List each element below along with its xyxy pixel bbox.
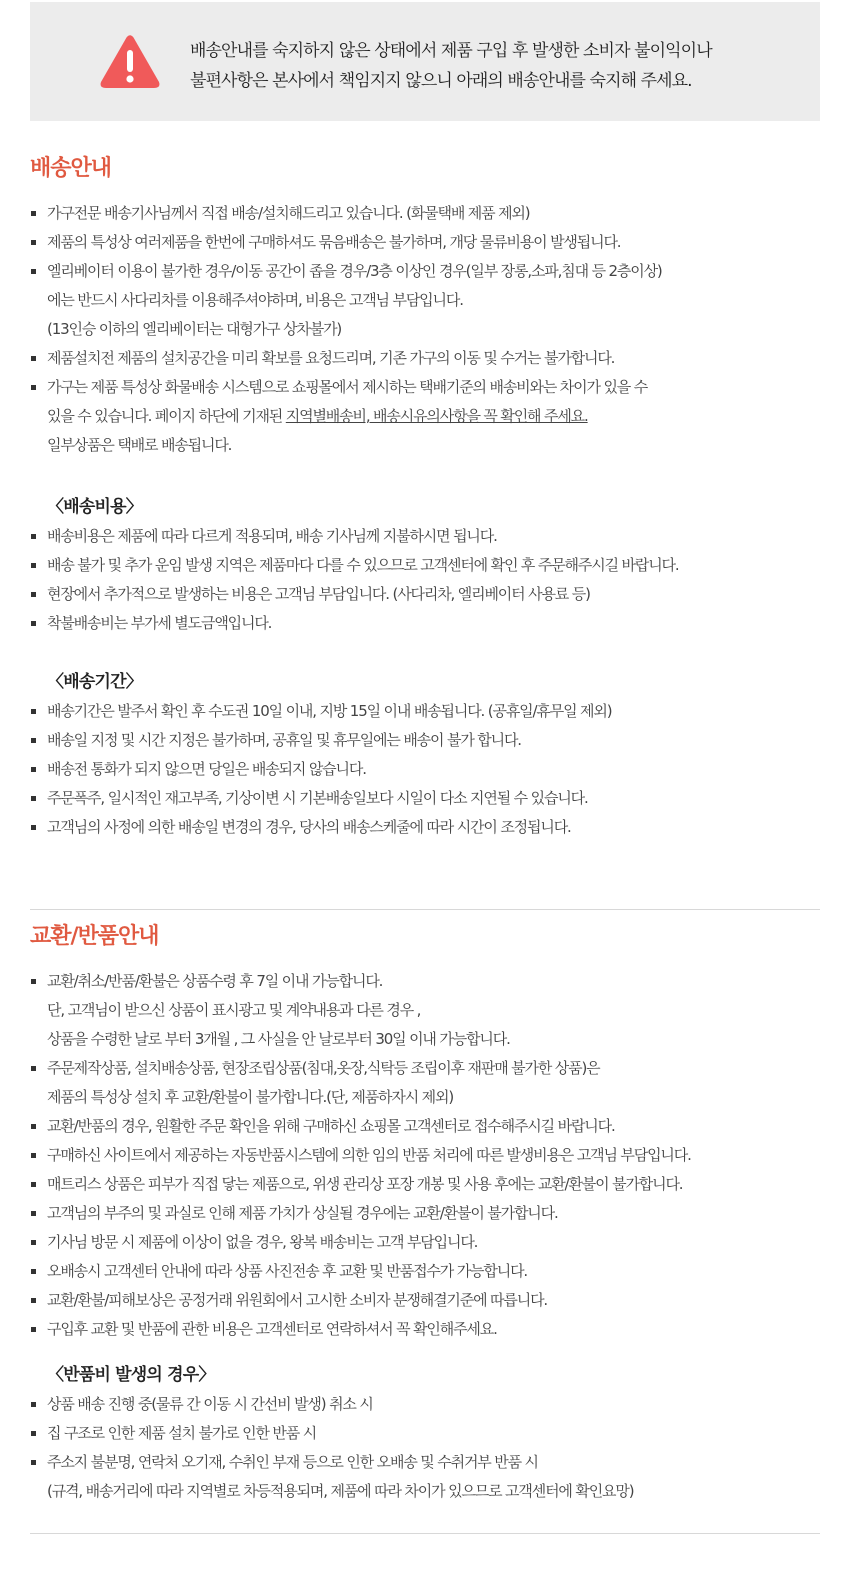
list-item-text: 매트리스 상품은 피부가 직접 닿는 제품으로, 위생 관리상 포장 개봉 및 사용 후에는 교환/환불이 불가합니다.: [47, 1175, 683, 1193]
list-item: 주문폭주, 일시적인 재고부족, 기상이변 시 기본배송일보다 시일이 다소 지연될 수 있습니다.: [30, 784, 830, 813]
notice-line: 배송안내를 숙지하지 않은 상태에서 제품 구입 후 발생한 소비자 불이익이나: [190, 41, 712, 61]
list-item: 현장에서 추가적으로 발생하는 비용은 고객님 부담입니다. (사다리차, 엘리베이터 사용료 등): [30, 580, 830, 609]
list-item-text: 가구전문 배송기사님께서 직접 배송/설치해드리고 있습니다. (화물택배 제품 제외): [47, 204, 530, 222]
section-divider: [30, 1533, 820, 1534]
list-item: [30, 967, 830, 1054]
list-item: [30, 1170, 830, 1199]
list-item-text: 상품 배송 진행 중(물류 간 이동 시 간선비 발생) 취소 시: [47, 1395, 373, 1413]
sub-title-shipping-cost: 〈배송비용〉: [47, 497, 142, 517]
list-item: [30, 1315, 830, 1344]
return-fee-block: [30, 1360, 830, 1506]
list-item: [30, 1054, 830, 1112]
list-item-text: 가구는 제품 특성상 화물배송 시스템으로 쇼핑몰에서 제시하는 택배기준의 배송비와는 차이가 있을 수: [47, 378, 648, 396]
list-item-text: 주소지 불분명, 연락처 오기재, 수취인 부재 등으로 인한 오배송 및 수취거부 반품 시: [47, 1453, 538, 1471]
section-title-exchange: 교환/반품안내: [30, 924, 159, 949]
list-item-text: 상품을 수령한 날로 부터 3개월 , 그 사실을 안 날로부터 30일 이내 가능합니다.: [47, 1030, 510, 1048]
list-item: [30, 199, 830, 228]
sub-title-return-fee: 〈반품비 발생의 경우〉: [47, 1365, 215, 1385]
shipping-period-list: [30, 697, 830, 842]
return-fee-list: [30, 1390, 830, 1506]
notice-line: 불편사항은 본사에서 책임지지 않으니 아래의 배송안내를 숙지해 주세요.: [190, 71, 692, 91]
list-item: [30, 1199, 830, 1228]
list-item-text: 일부상품은 택배로 배송됩니다.: [47, 436, 232, 454]
list-item: [30, 1390, 830, 1419]
list-item: [30, 1257, 830, 1286]
list-item: 착불배송비는 부가세 별도금액입니다.: [30, 609, 830, 638]
sub-title-shipping-period: 〈배송기간〉: [47, 672, 142, 692]
list-item-text: 기사님 방문 시 제품에 이상이 없을 경우, 왕복 배송비는 고객 부담입니다.: [47, 1233, 478, 1251]
list-item: [30, 344, 830, 373]
shipping-list-block: [30, 199, 830, 460]
list-item-text: 집 구조로 인한 제품 설치 불가로 인한 반품 시: [47, 1424, 317, 1442]
list-item: [30, 1286, 830, 1315]
list-item-text: 단, 고객님이 받으신 상품이 표시광고 및 계약내용과 다른 경우 ,: [47, 1001, 421, 1019]
list-item: [30, 1448, 830, 1506]
section-title-shipping: 배송안내: [30, 156, 112, 181]
list-item-text: 주문제작상품, 설치배송상품, 현장조립상품(침대,옷장,식탁등 조립이후 재판매 불가한 상품)은: [47, 1059, 600, 1077]
list-item: [30, 1419, 830, 1448]
list-item-text: 구입후 교환 및 반품에 관한 비용은 고객센터로 연락하셔서 꼭 확인해주세요.: [47, 1320, 497, 1338]
list-item-text: 고객님의 부주의 및 과실로 인해 제품 가치가 상실될 경우에는 교환/환불이 불가합니다.: [47, 1204, 558, 1222]
list-item-text: 엘리베이터 이용이 불가한 경우/이동 공간이 좁을 경우/3층 이상인 경우(일부 장롱,소파,침대 등 2층이상): [47, 262, 662, 280]
list-item: [30, 373, 830, 460]
list-item-text: 제품의 특성상 여러제품을 한번에 구매하셔도 묶음배송은 불가하며, 개당 물류비용이 발생됩니다.: [47, 233, 621, 251]
list-item-text: 있을 수 있습니다. 페이지 하단에 기재된: [47, 407, 286, 425]
list-item-text: 제품설치전 제품의 설치공간을 미리 확보를 요청드리며, 기존 가구의 이동 및 수거는 불가합니다.: [47, 349, 615, 367]
list-item-text: 에는 반드시 사다리차를 이용해주셔야하며, 비용은 고객님 부담입니다.: [47, 291, 463, 309]
list-item: [30, 228, 830, 257]
list-item: [30, 1112, 830, 1141]
notice-text: [190, 36, 830, 96]
section-divider: [30, 909, 820, 910]
list-item-text: 교환/취소/반품/환불은 상품수령 후 7일 이내 가능합니다.: [47, 972, 383, 990]
list-item: [30, 1141, 830, 1170]
warning-triangle-icon: [99, 34, 161, 90]
exchange-list: [30, 967, 830, 1344]
list-item: 배송기간은 발주서 확인 후 수도권 10일 이내, 지방 15일 이내 배송됩니다. (공휴일/휴무일 제외): [30, 697, 830, 726]
list-item-text: (13인승 이하의 엘리베이터는 대형가구 상차불가): [47, 320, 342, 338]
list-item: 배송전 통화가 되지 않으면 당일은 배송되지 않습니다.: [30, 755, 830, 784]
list-item-line: [47, 402, 830, 431]
shipping-cost-list: [30, 522, 830, 638]
shipping-period-block: [30, 667, 830, 842]
list-item-text: 오배송시 고객센터 안내에 따라 상품 사진전송 후 교환 및 반품접수가 가능합니다.: [47, 1262, 528, 1280]
list-item: 고객님의 사정에 의한 배송일 변경의 경우, 당사의 배송스케줄에 따라 시간이 조정됩니다.: [30, 813, 830, 842]
shipping-cost-block: [30, 492, 830, 638]
list-item: [30, 257, 830, 344]
list-item: 배송일 지정 및 시간 지정은 불가하며, 공휴일 및 휴무일에는 배송이 불가 합니다.: [30, 726, 830, 755]
list-item: 배송 불가 및 추가 운임 발생 지역은 제품마다 다를 수 있으므로 고객센터에 확인 후 주문해주시길 바랍니다.: [30, 551, 830, 580]
shipping-notes-link[interactable]: 지역별배송비, 배송시유의사항을 꼭 확인해 주세요.: [285, 407, 588, 425]
exchange-list-block: [30, 967, 830, 1344]
list-item-text: 교환/환불/피해보상은 공정거래 위원회에서 고시한 소비자 분쟁해결기준에 따릅니다.: [47, 1291, 548, 1309]
shipping-list: [30, 199, 830, 460]
list-item-text: 교환/반품의 경우, 원활한 주문 확인을 위해 구매하신 쇼핑몰 고객센터로 접수해주시길 바랍니다.: [47, 1117, 615, 1135]
list-item: [30, 1228, 830, 1257]
notice-box: [30, 2, 820, 121]
list-item: 배송비용은 제품에 따라 다르게 적용되며, 배송 기사님께 지불하시면 됩니다.: [30, 522, 830, 551]
list-item-text: (규격, 배송거리에 따라 지역별로 차등적용되며, 제품에 따라 차이가 있으므로 고객센터에 확인요망): [47, 1482, 634, 1500]
list-item-text: 구매하신 사이트에서 제공하는 자동반품시스템에 의한 임의 반품 처리에 따른 발생비용은 고객님 부담입니다.: [47, 1146, 691, 1164]
list-item-text: 제품의 특성상 설치 후 교환/환불이 불가합니다.(단, 제품하자시 제외): [47, 1088, 454, 1106]
